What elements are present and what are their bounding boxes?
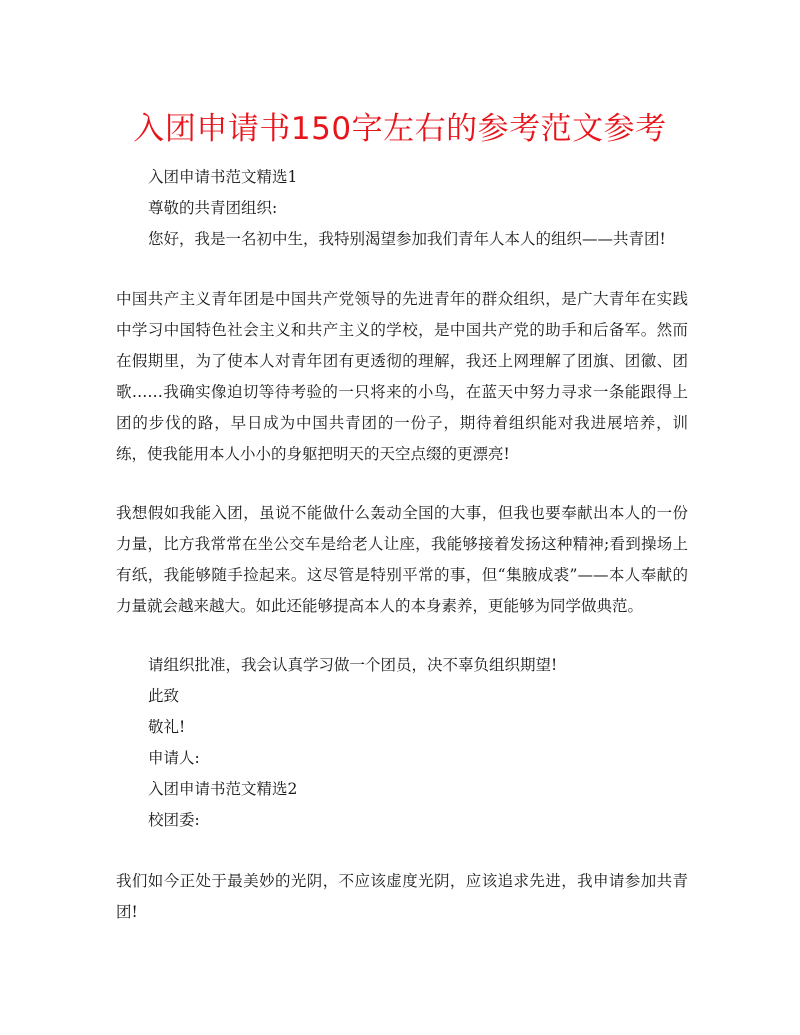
applicant-line: 申请人:: [148, 749, 200, 767]
request-line: 请组织批准，我会认真学习做一个团员，决不辜负组织期望!: [148, 656, 558, 674]
closing-line-1: 此致: [148, 687, 180, 705]
closing-line-2: 敬礼!: [148, 718, 186, 736]
salutation: 尊敬的共青团组织:: [148, 199, 278, 217]
paragraph-1: 中国共产主义青年团是中国共产党领导的先进青年的群众组织，是广大青年在实践中学习中国特色社会主义和共产主义的学校，是中国共产党的助手和后备军。然而在假期里，为了使本人对青年团有更透彻的理解，我还上网理解了团旗、团徽、团歌……我确实像迫切等待考验的一只将来的小鸟，在蓝天中努力寻求一条能跟得上团的步伐的路，早日成为中国共青团的一份子，期待着组织能对我进展培养，训练，使我能用本人小小的身躯把明天的天空点缀的更漂亮!: [116, 290, 688, 463]
paragraph-3: 我们如今正处于最美妙的光阴，不应该虚度光阴，应该追求先进，我申请参加共青团!: [116, 872, 688, 921]
section-heading-2: 入团申请书范文精选2: [148, 780, 298, 798]
section-heading-1: 入团申请书范文精选1: [148, 168, 298, 186]
recipient-line: 校团委:: [148, 811, 200, 829]
document-title: 入团申请书150字左右的参考范文参考: [133, 111, 667, 147]
greeting: 您好，我是一名初中生，我特别渴望参加我们青年人本人的组织——共青团!: [148, 230, 666, 248]
paragraph-2: 我想假如我能入团，虽说不能做什么轰动全国的大事，但我也要奉献出本人的一份力量，比方我常常在坐公交车是给老人让座，我能够接着发扬这种精神;看到操场上有纸，我能够随手捡起来。这尽管是特别平常的事，但“集腋成裘”——本人奉献的力量就会越来越大。如此还能够提高本人的本身素养，更能够为同学做典范。: [116, 504, 688, 615]
